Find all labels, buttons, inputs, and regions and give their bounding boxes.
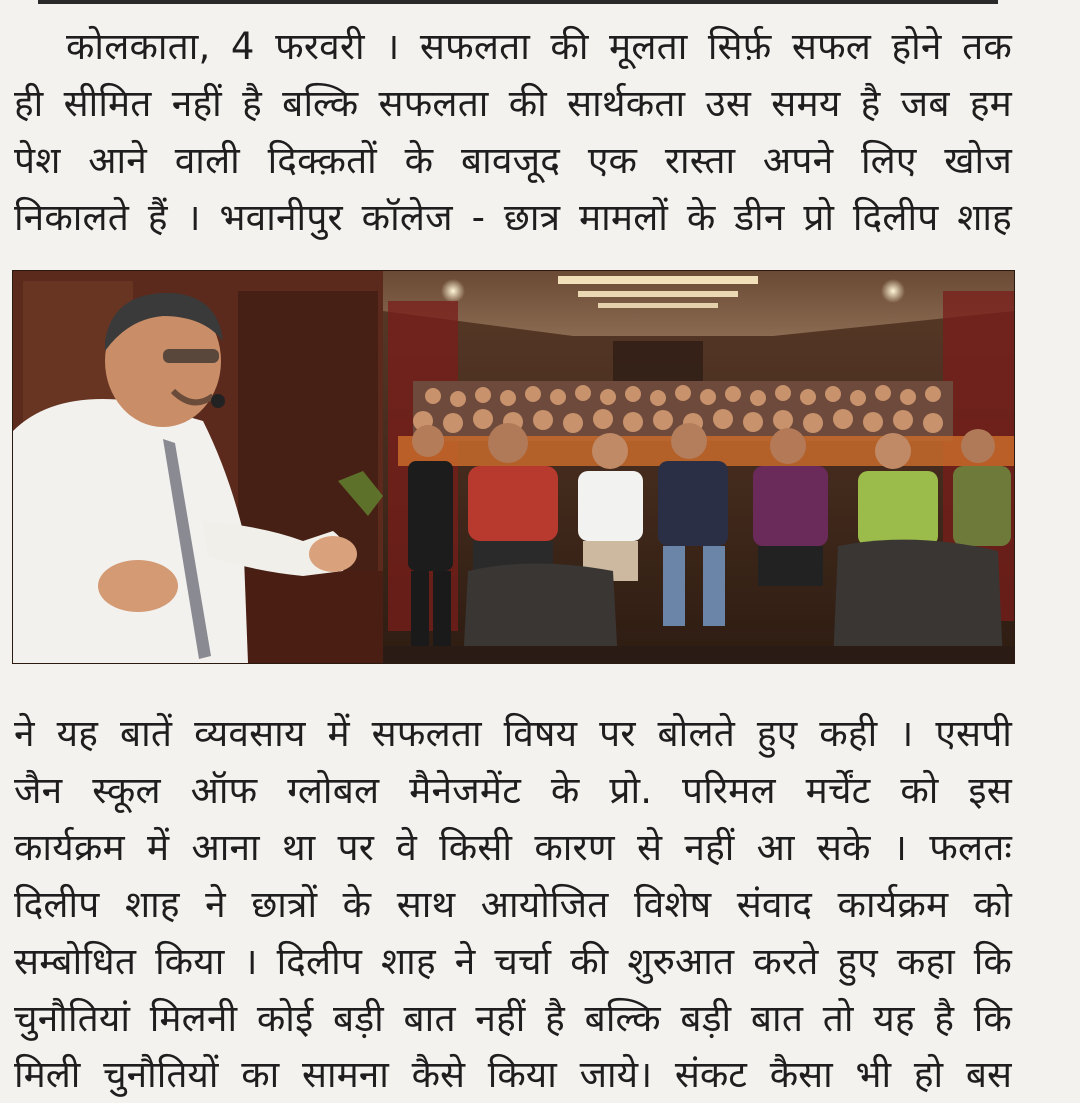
top-divider-rule bbox=[38, 0, 998, 4]
text-line: ने यह बातें व्यवसाय में सफलता विषय पर बोलते हुए कही । एसपी bbox=[14, 712, 1012, 755]
foreground-chair-right bbox=[833, 540, 1003, 663]
text-line: पेश आने वाली दिक्क़तों के बावजूद एक रास्ता अपने लिए खोज bbox=[14, 139, 1012, 182]
text-line: जैन स्कूल ऑफ ग्लोबल मैनेजमेंट के प्रो. परिमल मर्चेंट को इस bbox=[14, 769, 1012, 812]
article-paragraph-intro bbox=[14, 18, 1012, 246]
speaker-glasses bbox=[163, 349, 219, 363]
text-line-cut-off: मिली चुनौतियों का सामना कैसे किया जाये। संकट कैसा भी हो बस bbox=[14, 1053, 1012, 1096]
news-photo bbox=[12, 270, 1015, 664]
speaker-hand-left bbox=[98, 560, 178, 612]
text-line: कोलकाता, 4 फरवरी । सफलता की मूलता सिर्फ़ सफल होने तक bbox=[66, 25, 1012, 68]
text-line: कार्यक्रम में आना था पर वे किसी कारण से नहीं आ सके । फलतः bbox=[14, 826, 1012, 869]
article-paragraph-body bbox=[14, 705, 1012, 1047]
text-line: चुनौतियां मिलनी कोई बड़ी बात नहीं है बल्कि बड़ी बात तो यह है कि bbox=[14, 997, 1012, 1040]
speaker-hand bbox=[309, 536, 357, 572]
microphone bbox=[211, 394, 225, 408]
text-line: दिलीप शाह ने छात्रों के साथ आयोजित विशेष संवाद कार्यक्रम को bbox=[14, 883, 1012, 926]
text-line: सम्बोधित किया । दिलीप शाह ने चर्चा की शुरुआत करते हुए कहा कि bbox=[14, 940, 1012, 983]
text-line: निकालते हैं । भवानीपुर कॉलेज - छात्र मामलों के डीन प्रो दिलीप शाह bbox=[14, 196, 1012, 239]
text-line: ही सीमित नहीं है बल्कि सफलता की सार्थकता उस समय है जब हम bbox=[14, 82, 1012, 125]
news-photo-illustration bbox=[13, 271, 1014, 663]
audience-crowd bbox=[398, 381, 1014, 466]
